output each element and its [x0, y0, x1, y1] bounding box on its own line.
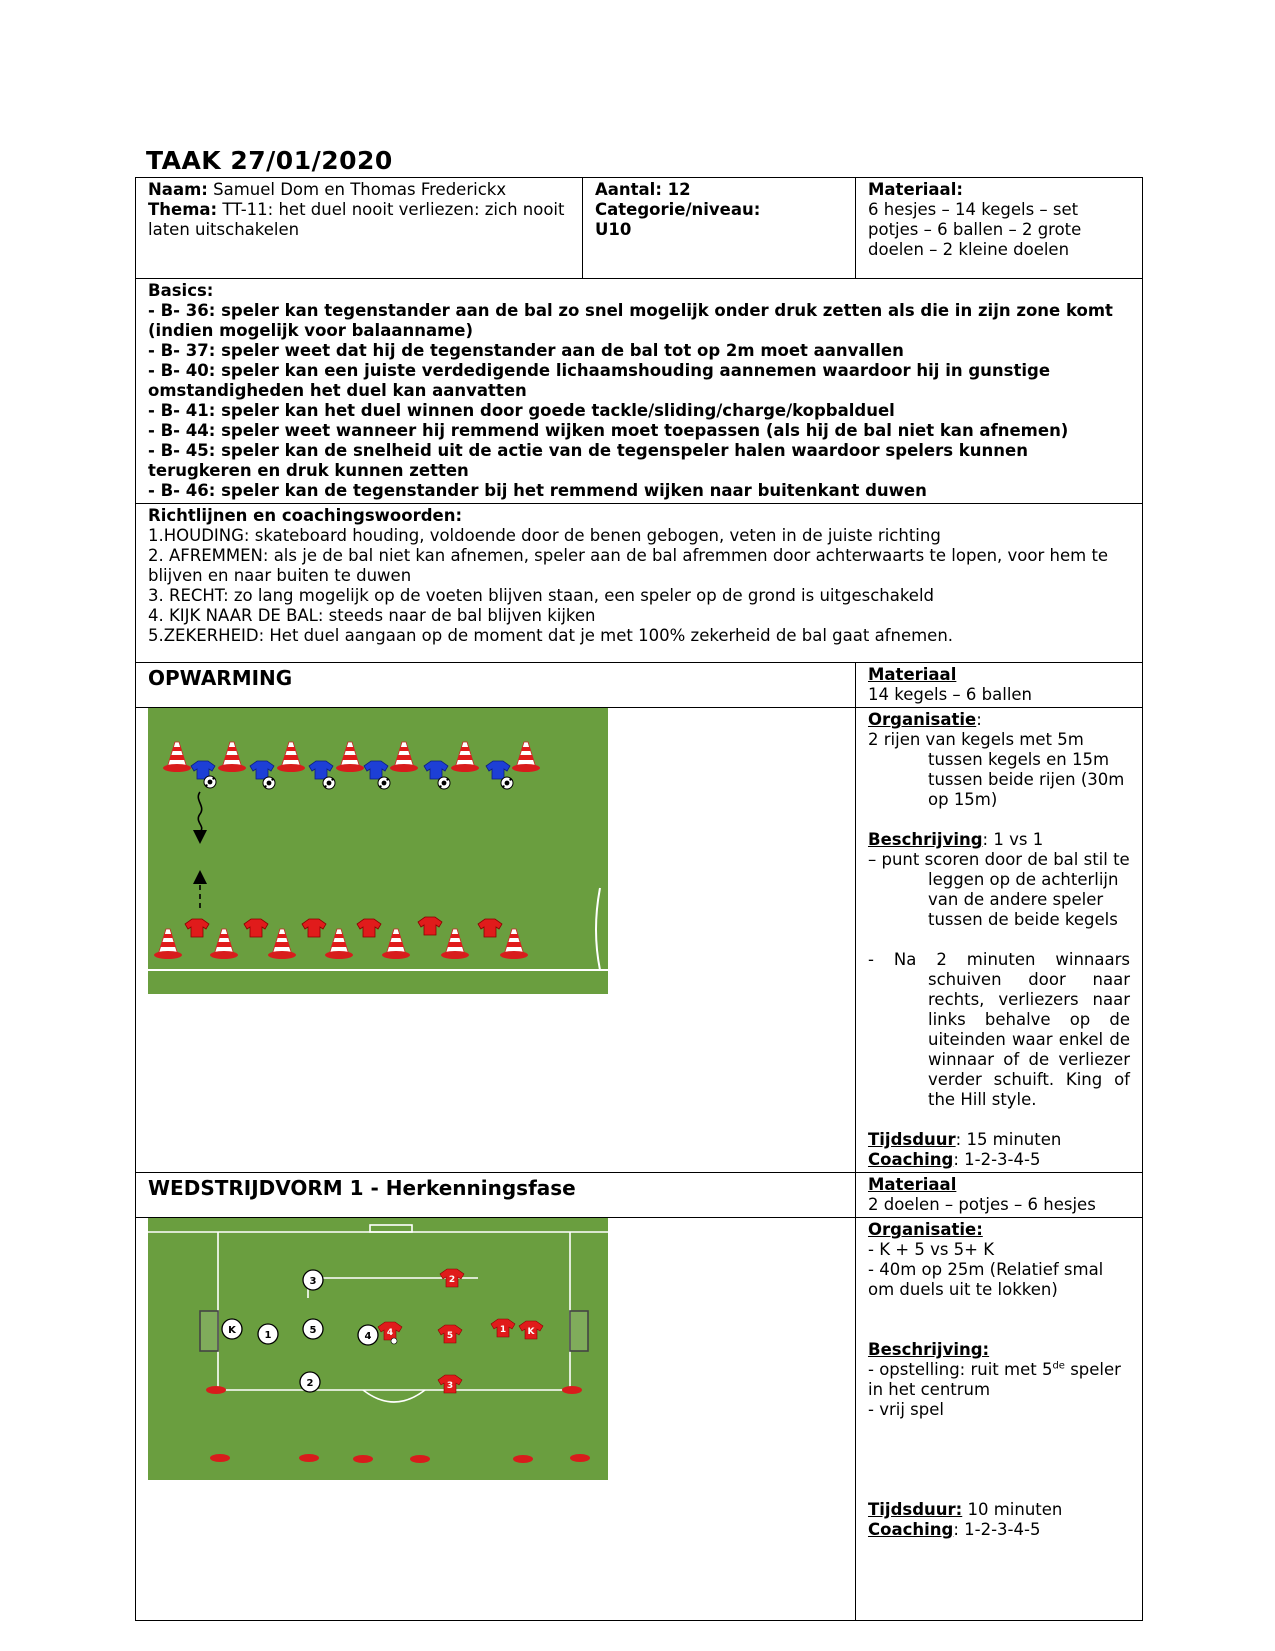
basics-item: - B- 41: speler kan het duel winnen door goede tackle/sliding/charge/kopbalduel [148, 401, 895, 420]
header-row [136, 178, 1143, 279]
disc-icon [353, 1455, 373, 1463]
richtlijn-item: 2. AFREMMEN: als je de bal niet kan afnemen, speler aan de bal afremmen door achterwaarts te lopen, voor hem te blijven en naar buiten te duwen [148, 546, 1109, 585]
tijdsduur-label: Tijdsduur [868, 1130, 956, 1149]
naam-label: Naam: [148, 180, 208, 199]
beschrijving-line: - Na 2 minuten winnaars schuiven door naar rechts, verliezers naar links behalve op de uiteinden waar enkel de winnaar of de verliezer verder schuift. King of the Hill style. [868, 950, 1130, 1109]
wedstrijd-organisatie-label: Organisatie: [868, 1220, 983, 1239]
basics-item: - B- 40: speler kan een juiste verdedigende lichaamshouding aannemen waardoor hij in gunstige omstandigheden het duel kan aanvatten [148, 361, 1051, 400]
opwarming-materiaal-value: 14 kegels – 6 ballen [868, 685, 1033, 704]
organisatie-label: Organisatie [868, 710, 977, 729]
page-title: TAAK 27/01/2020 [146, 146, 393, 175]
opwarming-head-row [136, 663, 1143, 708]
white-player-label: 1 [264, 1330, 272, 1341]
richtlijn-item: 5.ZEKERHEID: Het duel aangaan op de moment dat je met 100% zekerheid de bal gaat afnemen. [148, 626, 954, 645]
disc-icon [410, 1455, 430, 1463]
richtlijn-item: 4. KIJK NAAR DE BAL: steeds naar de bal blijven kijken [148, 606, 596, 625]
wedstrijd-materiaal-cell [856, 1173, 1143, 1218]
wedstrijd-body-row [136, 1218, 1143, 1621]
beschrijving-value: : 1 vs 1 [982, 830, 1044, 849]
ball-icon [323, 777, 335, 789]
ball-icon [378, 777, 390, 789]
disc-icon [206, 1386, 226, 1394]
opwarming-diagram-cell [136, 708, 856, 1173]
wedstrijd-org-line: - K + 5 vs 5+ K [868, 1240, 995, 1259]
thema-value: TT-11: het duel nooit verliezen: zich nooit laten uitschakelen [148, 200, 565, 239]
wedstrijd-heading: WEDSTRIJDVORM 1 - Herkenningsfase [136, 1173, 856, 1218]
disc-icon [562, 1386, 582, 1394]
red-player-label: 5 [446, 1331, 454, 1341]
basics-item: - B- 46: speler kan de tegenstander bij het remmend wijken naar buitenkant duwen [148, 481, 927, 500]
naam-value: Samuel Dom en Thomas Frederickx [207, 180, 507, 199]
thema-label: Thema: [148, 200, 218, 219]
wedstrijd-tijdsduur-label: Tijdsduur: [868, 1500, 963, 1519]
wedstrijd-materiaal-label: Materiaal [868, 1175, 957, 1194]
disc-icon [570, 1454, 590, 1462]
besch-pre: - opstelling: ruit met 5 [868, 1360, 1053, 1379]
disc-icon [513, 1455, 533, 1463]
besch-post: speler in het centrum [868, 1360, 1121, 1399]
coaching-label: Coaching [868, 1150, 954, 1169]
organisatie-colon: : [976, 710, 982, 729]
disc-icon [210, 1454, 230, 1462]
wedstrijd-materiaal-value: 2 doelen – potjes – 6 hesjes [868, 1195, 1096, 1214]
white-player-label: K [228, 1325, 236, 1336]
wedstrijd-tijdsduur-value: 10 minuten [962, 1500, 1063, 1519]
opwarming-details-cell [856, 708, 1143, 1173]
wedstrijd-coaching-value: : 1-2-3-4-5 [953, 1520, 1041, 1539]
richtlijnen-row [136, 504, 1143, 663]
materiaal-value: 6 hesjes – 14 kegels – set potjes – 6 ballen – 2 grote doelen – 2 kleine doelen [868, 200, 1082, 259]
basics-item: - B- 37: speler weet dat hij de tegenstander aan de bal tot op 2m moet aanvallen [148, 341, 904, 360]
organisatie-value: 2 rijen van kegels met 5m tussen kegels en 15m tussen beide rijen (30m op 15m) [868, 730, 1125, 809]
naam-cell [136, 178, 583, 279]
basics-item: - B- 36: speler kan tegenstander aan de bal zo snel mogelijk onder druk zetten als die in zijn zone komt (indien mogelijk voor balaanname) [148, 301, 1113, 340]
beschrijving-label: Beschrijving [868, 830, 983, 849]
white-player-label: 5 [309, 1325, 317, 1336]
training-sheet [135, 177, 1143, 1621]
white-player-label: 3 [309, 1276, 317, 1287]
categorie-label: Categorie/niveau: [595, 200, 761, 219]
richtlijn-item: 3. RECHT: zo lang mogelijk op de voeten blijven staan, een speler op de grond is uitgeschakeld [148, 586, 935, 605]
aantal: Aantal: 12 [595, 180, 691, 199]
ball-icon [391, 1338, 397, 1344]
basics-label: Basics: [148, 281, 214, 300]
coaching-value: : 1-2-3-4-5 [953, 1150, 1041, 1169]
white-player-label: 2 [306, 1378, 314, 1389]
opwarming-body-row [136, 708, 1143, 1173]
disc-icon [299, 1454, 319, 1462]
wedstrijd-besch-line [868, 1360, 1130, 1400]
basics-cell [136, 279, 1143, 504]
ball-icon [438, 777, 450, 789]
wedstrijd-coaching-label: Coaching [868, 1520, 954, 1539]
ball-icon [501, 777, 513, 789]
materiaal-cell [856, 178, 1143, 279]
opwarming-materiaal-cell [856, 663, 1143, 708]
wedstrijd-field-diagram [148, 1218, 608, 1480]
aantal-cell [583, 178, 856, 279]
wedstrijd-diagram-cell [136, 1218, 856, 1621]
ball-icon [263, 777, 275, 789]
materiaal-label: Materiaal: [868, 180, 963, 199]
categorie-value: U10 [595, 220, 632, 239]
wedstrijd-besch-line: - vrij spel [868, 1400, 944, 1419]
wedstrijd-details-cell [856, 1218, 1143, 1621]
red-player-label: K [527, 1327, 535, 1337]
basics-item: - B- 45: speler kan de snelheid uit de actie van de tegenspeler halen waardoor spelers kunnen terugkeren en druk kunnen zetten [148, 441, 1028, 480]
opwarming-heading: OPWARMING [136, 663, 856, 708]
red-player-label: 4 [386, 1328, 394, 1338]
opwarming-materiaal-label: Materiaal [868, 665, 957, 684]
ball-icon [204, 776, 216, 788]
red-player-label: 2 [448, 1275, 456, 1285]
wedstrijd-beschrijving-label: Beschrijving: [868, 1340, 990, 1359]
richtlijnen-label: Richtlijnen en coachingswoorden: [148, 506, 463, 525]
besch-sup: de [1052, 1360, 1065, 1372]
red-player-label: 3 [446, 1381, 454, 1391]
basics-item: - B- 44: speler weet wanneer hij remmend wijken moet toepassen (als hij de bal niet kan afnemen) [148, 421, 1069, 440]
richtlijnen-cell [136, 504, 1143, 663]
basics-row [136, 279, 1143, 504]
red-player-label: 1 [499, 1325, 507, 1335]
wedstrijd-head-row [136, 1173, 1143, 1218]
tijdsduur-value: : 15 minuten [955, 1130, 1062, 1149]
white-player-label: 4 [364, 1331, 372, 1342]
beschrijving-line: – punt scoren door de bal stil te leggen op de achterlijn van de andere speler tussen de beide kegels [868, 850, 1130, 929]
wedstrijd-org-line: - 40m op 25m (Relatief smal om duels uit te lokken) [868, 1260, 1104, 1299]
opwarming-field-diagram [148, 708, 608, 994]
richtlijn-item: 1.HOUDING: skateboard houding, voldoende door de benen gebogen, veten in de juiste richting [148, 526, 941, 545]
